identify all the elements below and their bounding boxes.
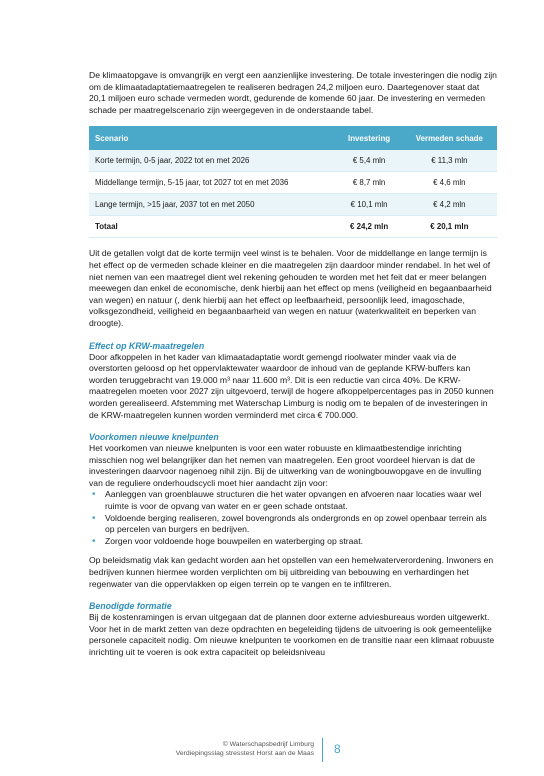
row-scenario: Lange termijn, >15 jaar, 2037 tot en met 2050 bbox=[89, 194, 337, 216]
table-row bbox=[89, 194, 497, 216]
table-header-row bbox=[89, 126, 497, 150]
row-investering: € 5,4 mln bbox=[337, 150, 402, 172]
section-heading-knelpunten: Voorkomen nieuwe knelpunten bbox=[89, 432, 219, 443]
formatie-paragraph: Bij de kostenramingen is ervan uitgegaan dat de plannen door externe adviesbureaus worden uitgewerkt. Voor het in de markt zetten van deze opdrachten en begeleiding tijdens de uitvoering is ook gemeentelijke personele capaciteit nodig. Om nieuwe knelpunten te voorkomen en de transitie naar een klimaat robuuste inrichting uit te voeren is ook extra capaciteit op beleidsniveau bbox=[89, 612, 495, 657]
page-footer bbox=[0, 740, 544, 770]
header-scenario: Scenario bbox=[89, 126, 337, 150]
header-vermeden-schade: Vermeden schade bbox=[402, 126, 497, 150]
section-heading-formatie: Benodigde formatie bbox=[89, 601, 172, 612]
total-label: Totaal bbox=[89, 216, 337, 238]
investment-table bbox=[89, 126, 497, 238]
intro-paragraph: De klimaatopgave is omvangrijk en vergt een aanzienlijke investering. De totale investeringen die nodig zijn om de klimaatadaptatiemaatregelen te realiseren bedragen 24,2 miljoen euro. Daartegenover staat dat 20,1 miljoen euro schade vermeden wordt, gedurende de komende 60 jaar. De investering en vermeden schade per maatregelscenario zijn weergegeven in de onderstaande tabel. bbox=[89, 70, 497, 115]
table-row bbox=[89, 150, 497, 172]
knelpunten-bullet-list bbox=[89, 489, 497, 547]
row-vermeden-schade: € 4,2 mln bbox=[402, 194, 497, 216]
krw-paragraph: Door afkoppelen in het kader van klimaatadaptatie wordt gemengd rioolwater minder vaak via de overstorten geloosd op het oppervlaktewater waardoor de inhoud van de geplande KRW-buffers kan worden teruggebracht van 19.000 m³ naar 11.600 m³. Dit is een reductie van circa 40%. De KRW-maatregelen moeten voor 2027 zijn uitgevoerd, terwijl de hogere afkoppelpercentages pas in 2050 kunnen worden gerealiseerd. Afstemming met Waterschap Limburg is nodig om te bepalen of de investeringen in de KRW-maatregelen kunnen worden verminderd met circa € 700.000. bbox=[89, 351, 494, 420]
document-body bbox=[89, 70, 497, 659]
page-number: 8 bbox=[334, 742, 341, 756]
footer-divider bbox=[322, 738, 323, 762]
knelpunten-paragraph: Het voorkomen van nieuwe knelpunten is voor een water robuuste en klimaatbestendige inrichting misschien nog wel belangrijker dan het nemen van maatregelen. Een groot voordeel hiervan is dat de investeringen daarvoor nagenoeg nihil zijn. Bij de uitwerking van de woningbouwopgave en de invulling van de reguliere onderhoudscycli moet hier aandacht zijn voor: bbox=[89, 443, 482, 488]
row-investering: € 8,7 mln bbox=[337, 172, 402, 194]
total-vermeden-schade: € 20,1 mln bbox=[402, 216, 497, 238]
footer-text bbox=[176, 740, 314, 758]
header-investering: Investering bbox=[337, 126, 402, 150]
list-item: • Voldoende berging realiseren, zowel bovengronds als ondergronds en op zowel openbaar terrein als op percelen van burgers en bedrijven. bbox=[105, 513, 497, 536]
table-total-row bbox=[89, 216, 497, 238]
row-investering: € 10,1 mln bbox=[337, 194, 402, 216]
beleid-paragraph: Op beleidsmatig vlak kan gedacht worden aan het opstellen van een hemelwaterverordening. Inwoners en bedrijven kunnen hiermee worden verplichten om bij uitbreiding van bebouwing en verhardingen het regenwater van die oppervlakken op eigen terrein op te vangen en te infiltreren. bbox=[89, 555, 494, 589]
total-investering: € 24,2 mln bbox=[337, 216, 402, 238]
table-row bbox=[89, 172, 497, 194]
analysis-paragraph: Uit de getallen volgt dat de korte termijn veel winst is te behalen. Voor de middellange en lange termijn is het effect op de vermeden schade kleiner en die maatregelen zijn daardoor minder rendabel. In het wel of niet nemen van een maatregel dient wel rekening gehouden te worden met het feit dat er meer belangen meewegen dan enkel de economische, denk hierbij aan het effect op mens (veiligheid en begaanbaarheid van wegen) en natuur (, denk hierbij aan het effect op leefbaarheid, persoonlijk leed, imagoschade, volksgezondheid, veiligheid en begaanbaarheid van wegen en natuur (waterkwaliteit en beperken van droogte). bbox=[89, 248, 492, 328]
footer-document-title: Verdiepingsslag stresstest Horst aan de Maas bbox=[175, 750, 314, 757]
footer-copyright: © Waterschapsbedrijf Limburg bbox=[222, 741, 314, 748]
row-vermeden-schade: € 11,3 mln bbox=[402, 150, 497, 172]
section-heading-krw: Effect op KRW-maatregelen bbox=[89, 340, 205, 351]
list-item: • Aanleggen van groenblauwe structuren die het water opvangen en afvoeren naar locaties waar wel ruimte is voor de opvang van water en er geen schade ontstaat. bbox=[105, 489, 497, 512]
row-vermeden-schade: € 4,6 mln bbox=[402, 172, 497, 194]
list-item: • Zorgen voor voldoende hoge bouwpeilen en waterberging op straat. bbox=[105, 536, 497, 548]
row-scenario: Middellange termijn, 5-15 jaar, tot 2027 tot en met 2036 bbox=[89, 172, 337, 194]
row-scenario: Korte termijn, 0-5 jaar, 2022 tot en met 2026 bbox=[89, 150, 337, 172]
